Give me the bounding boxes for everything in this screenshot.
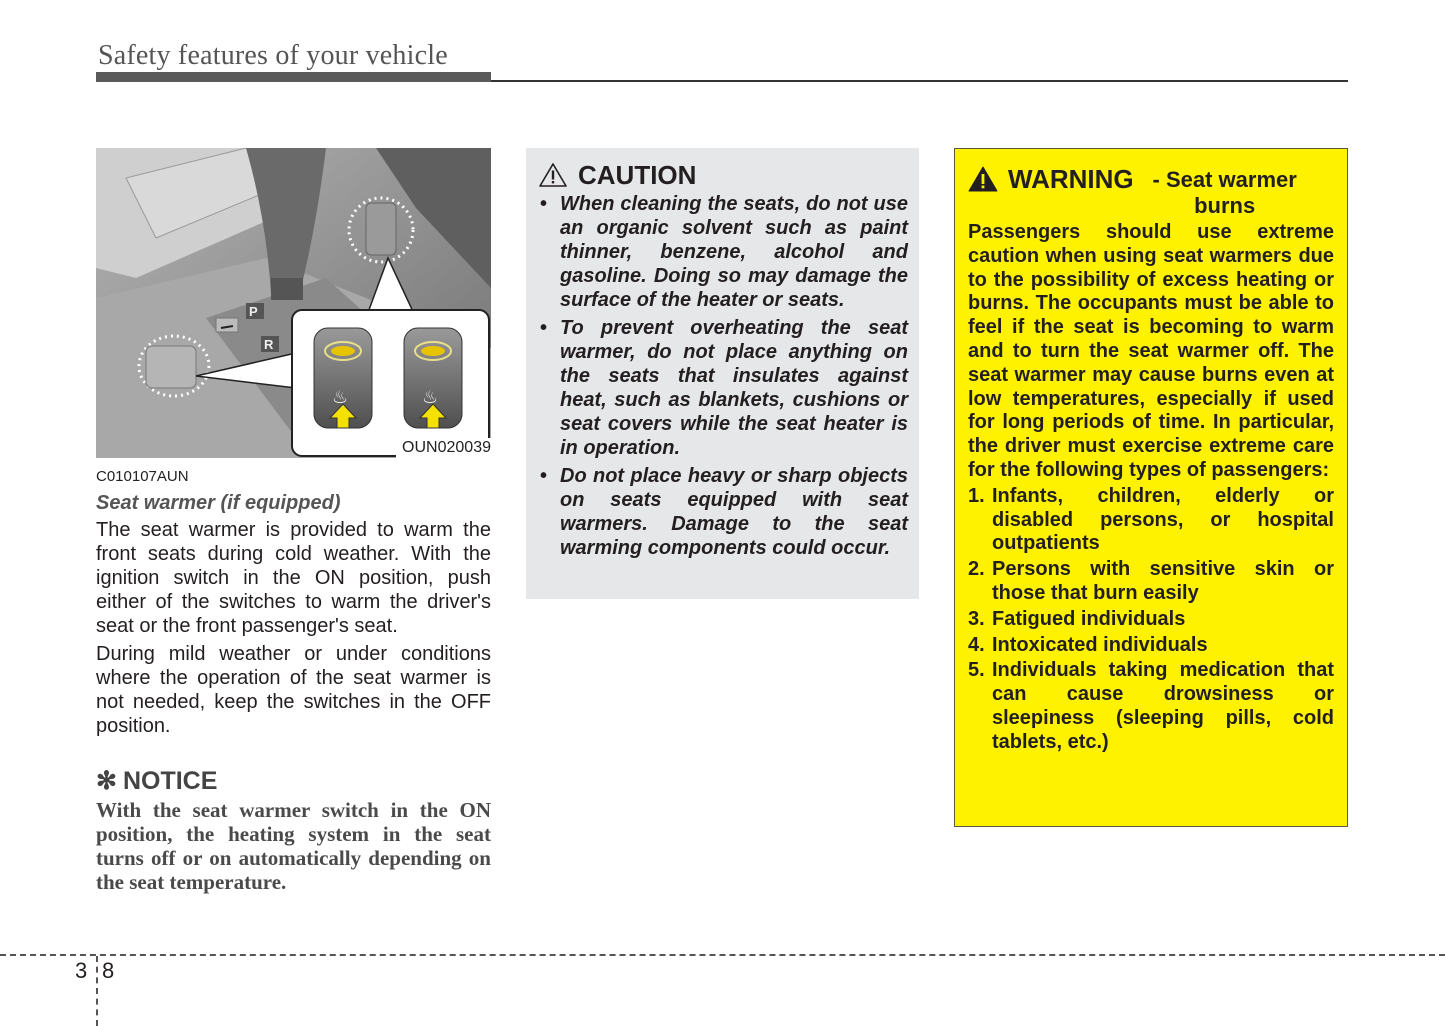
body-paragraph: The seat warmer is provided to warm the front seats during cold weather. With the ignition switch in the ON position, push either of the switches to warm the driver's seat or the front passenger's seat. <box>96 519 491 637</box>
header-rule <box>491 80 1348 82</box>
left-column <box>96 148 491 894</box>
warning-box <box>954 148 1348 827</box>
warning-list-item: 5. Individuals taking medication that can cause drowsiness or sleepiness (sleeping pills, cold tablets, etc.) <box>968 659 1334 753</box>
asterisk-icon: ✻ <box>96 767 117 795</box>
warning-heading <box>968 163 1334 219</box>
caution-heading <box>538 160 908 190</box>
warning-list-item: 2. Persons with sensitive skin or those that burn easily <box>968 558 1334 604</box>
image-code: OUN020039 <box>396 438 491 458</box>
warning-title: WARNING <box>1008 164 1134 194</box>
footer-dashed-rule <box>0 954 1445 956</box>
notice-title: NOTICE <box>122 767 218 795</box>
caution-item: • Do not place heavy or sharp objects on seats equipped with seat warmers. Damage to the seat warming components could occur. <box>538 464 908 560</box>
caution-title: CAUTION <box>578 160 697 190</box>
section-heading: Seat warmer (if equipped) <box>96 492 341 514</box>
header-bar <box>96 72 491 82</box>
caution-item: • When cleaning the seats, do not use an organic solvent such as paint thinner, benzene, alcohol and gasoline. Doing so may damage the surface of the heater or seats. <box>538 192 908 312</box>
warning-list-item: 4. Intoxicated individuals <box>968 633 1208 656</box>
warning-triangle-filled-icon <box>968 166 998 192</box>
reference-code: C010107AUN <box>96 468 189 485</box>
caution-item: • To prevent overheating the seat warmer, do not place anything on the seats that insulates against heat, such as blankets, cushions or seat covers while the seat heater is in operation. <box>538 316 908 460</box>
body-paragraph: During mild weather or under conditions where the operation of the seat warmer is not needed, keep the switches in the OFF position. <box>96 643 491 737</box>
warning-list <box>968 485 1334 755</box>
seat-warmer-illustration <box>96 148 491 458</box>
notice-body: With the seat warmer switch in the ON position, the heating system in the seat turns off or on automatically depending on the seat temperature. <box>96 798 491 894</box>
chapter-number: 3 <box>75 958 88 983</box>
warning-subtitle: - Seat warmer burns <box>1152 167 1297 218</box>
warning-list-item: 3. Fatigued individuals <box>968 607 1186 630</box>
footer-dashed-divider <box>96 956 98 1026</box>
warning-body: Passengers should use extreme caution when using seat warmers due to the possibility of excess heating or burns. The occupants must be able to feel if the seat is becoming to warm and to turn the seat warmer off. The seat warmer may cause burns even at low temperatures, especially if used for long periods of time. In particular, the driver must exercise extreme care for the following types of passengers: <box>968 221 1334 481</box>
caution-list <box>538 192 908 560</box>
page-number: 8 <box>102 958 115 983</box>
notice-heading <box>96 766 491 796</box>
section-title: Safety features of your vehicle <box>98 40 448 71</box>
svg-text:♨: ♨ <box>422 387 439 408</box>
console-illustration-icon <box>96 148 491 458</box>
svg-text:R: R <box>264 337 274 352</box>
svg-text:P: P <box>249 304 258 319</box>
caution-box <box>526 148 919 599</box>
svg-text:♨: ♨ <box>332 387 349 408</box>
warning-list-item: 1. Infants, children, elderly or disabled persons, or hospital outpatients <box>968 484 1334 555</box>
warning-triangle-outline-icon <box>538 162 568 188</box>
